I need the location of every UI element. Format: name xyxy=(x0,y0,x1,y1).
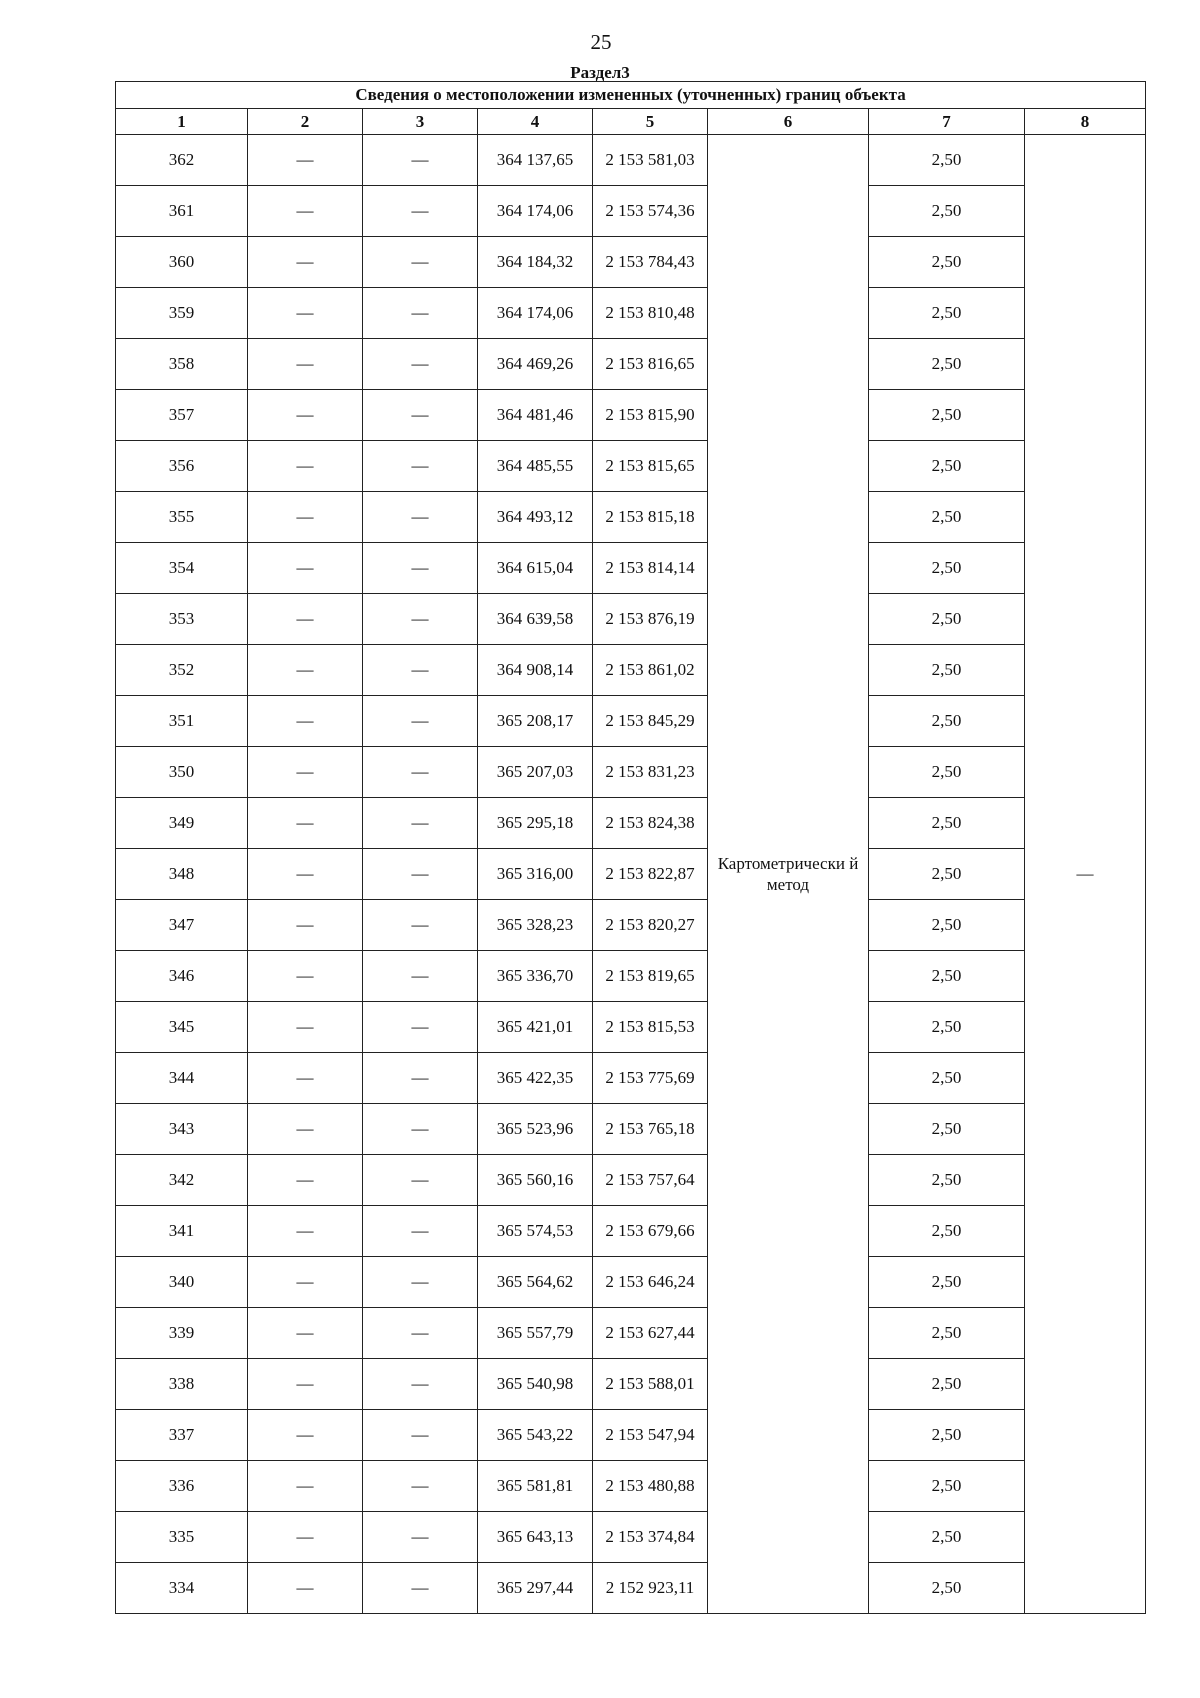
point-number-cell: 362 xyxy=(116,135,248,186)
column2-cell: — xyxy=(248,900,363,951)
column-number-header: 6 xyxy=(708,109,869,135)
x-coordinate-cell: 365 581,81 xyxy=(478,1461,593,1512)
section-title: Раздел3 xyxy=(570,63,630,82)
column2-cell: — xyxy=(248,747,363,798)
point-number-cell: 354 xyxy=(116,543,248,594)
table-row xyxy=(116,1410,1146,1461)
point-number-cell: 336 xyxy=(116,1461,248,1512)
column-number-row xyxy=(116,109,1146,135)
x-coordinate-cell: 365 560,16 xyxy=(478,1155,593,1206)
table-caption: Сведения о местоположении измененных (уточненных) границ объекта xyxy=(116,82,1146,109)
column2-cell: — xyxy=(248,1206,363,1257)
precision-cell: 2,50 xyxy=(869,390,1025,441)
column2-cell: — xyxy=(248,186,363,237)
column3-cell: — xyxy=(363,696,478,747)
point-number-cell: 356 xyxy=(116,441,248,492)
precision-cell: 2,50 xyxy=(869,288,1025,339)
x-coordinate-cell: 365 297,44 xyxy=(478,1563,593,1614)
column-number-header: 4 xyxy=(478,109,593,135)
table-row xyxy=(116,390,1146,441)
table-row xyxy=(116,1359,1146,1410)
table-row xyxy=(116,441,1146,492)
table-row xyxy=(116,696,1146,747)
column3-cell: — xyxy=(363,849,478,900)
x-coordinate-cell: 365 523,96 xyxy=(478,1104,593,1155)
column2-cell: — xyxy=(248,288,363,339)
precision-cell: 2,50 xyxy=(869,1410,1025,1461)
x-coordinate-cell: 364 174,06 xyxy=(478,288,593,339)
column3-cell: — xyxy=(363,492,478,543)
x-coordinate-cell: 365 328,23 xyxy=(478,900,593,951)
precision-cell: 2,50 xyxy=(869,1308,1025,1359)
y-coordinate-cell: 2 153 627,44 xyxy=(593,1308,708,1359)
precision-cell: 2,50 xyxy=(869,543,1025,594)
column2-cell: — xyxy=(248,1155,363,1206)
x-coordinate-cell: 364 174,06 xyxy=(478,186,593,237)
table-row xyxy=(116,1308,1146,1359)
y-coordinate-cell: 2 153 574,36 xyxy=(593,186,708,237)
table-row xyxy=(116,1104,1146,1155)
table-row xyxy=(116,798,1146,849)
y-coordinate-cell: 2 153 374,84 xyxy=(593,1512,708,1563)
column-number-header: 2 xyxy=(248,109,363,135)
table-row xyxy=(116,1257,1146,1308)
point-number-cell: 339 xyxy=(116,1308,248,1359)
x-coordinate-cell: 365 557,79 xyxy=(478,1308,593,1359)
table-body xyxy=(116,135,1146,1614)
point-number-cell: 338 xyxy=(116,1359,248,1410)
column3-cell: — xyxy=(363,1410,478,1461)
column2-cell: — xyxy=(248,594,363,645)
x-coordinate-cell: 365 543,22 xyxy=(478,1410,593,1461)
column2-cell: — xyxy=(248,696,363,747)
y-coordinate-cell: 2 153 816,65 xyxy=(593,339,708,390)
point-number-cell: 355 xyxy=(116,492,248,543)
table-row xyxy=(116,237,1146,288)
column2-cell: — xyxy=(248,645,363,696)
column3-cell: — xyxy=(363,288,478,339)
x-coordinate-cell: 364 485,55 xyxy=(478,441,593,492)
x-coordinate-cell: 365 316,00 xyxy=(478,849,593,900)
page-number: 25 xyxy=(590,30,612,54)
column3-cell: — xyxy=(363,390,478,441)
y-coordinate-cell: 2 153 581,03 xyxy=(593,135,708,186)
column3-cell: — xyxy=(363,135,478,186)
table-row xyxy=(116,1206,1146,1257)
column3-cell: — xyxy=(363,900,478,951)
column3-cell: — xyxy=(363,1359,478,1410)
table-row xyxy=(116,492,1146,543)
point-number-cell: 342 xyxy=(116,1155,248,1206)
column3-cell: — xyxy=(363,1002,478,1053)
table-row xyxy=(116,543,1146,594)
x-coordinate-cell: 365 540,98 xyxy=(478,1359,593,1410)
point-number-cell: 337 xyxy=(116,1410,248,1461)
column3-cell: — xyxy=(363,1563,478,1614)
column2-cell: — xyxy=(248,798,363,849)
table-row xyxy=(116,288,1146,339)
column2-cell: — xyxy=(248,492,363,543)
column3-cell: — xyxy=(363,798,478,849)
precision-cell: 2,50 xyxy=(869,339,1025,390)
column2-cell: — xyxy=(248,1257,363,1308)
precision-cell: 2,50 xyxy=(869,1053,1025,1104)
precision-cell: 2,50 xyxy=(869,951,1025,1002)
x-coordinate-cell: 364 137,65 xyxy=(478,135,593,186)
precision-cell: 2,50 xyxy=(869,1563,1025,1614)
y-coordinate-cell: 2 153 845,29 xyxy=(593,696,708,747)
column-number-header: 1 xyxy=(116,109,248,135)
column3-cell: — xyxy=(363,645,478,696)
table-row xyxy=(116,951,1146,1002)
table-row xyxy=(116,900,1146,951)
table-row xyxy=(116,339,1146,390)
precision-cell: 2,50 xyxy=(869,237,1025,288)
column2-cell: — xyxy=(248,1563,363,1614)
y-coordinate-cell: 2 153 815,90 xyxy=(593,390,708,441)
precision-cell: 2,50 xyxy=(869,1104,1025,1155)
point-number-cell: 335 xyxy=(116,1512,248,1563)
column-number-header: 7 xyxy=(869,109,1025,135)
table-row xyxy=(116,594,1146,645)
y-coordinate-cell: 2 153 815,53 xyxy=(593,1002,708,1053)
x-coordinate-cell: 365 564,62 xyxy=(478,1257,593,1308)
precision-cell: 2,50 xyxy=(869,747,1025,798)
x-coordinate-cell: 365 336,70 xyxy=(478,951,593,1002)
column2-cell: — xyxy=(248,1104,363,1155)
column3-cell: — xyxy=(363,1155,478,1206)
point-number-cell: 345 xyxy=(116,1002,248,1053)
column2-cell: — xyxy=(248,1359,363,1410)
column2-cell: — xyxy=(248,849,363,900)
y-coordinate-cell: 2 153 876,19 xyxy=(593,594,708,645)
precision-cell: 2,50 xyxy=(869,1002,1025,1053)
column3-cell: — xyxy=(363,747,478,798)
table-row xyxy=(116,1461,1146,1512)
y-coordinate-cell: 2 153 819,65 xyxy=(593,951,708,1002)
precision-cell: 2,50 xyxy=(869,1359,1025,1410)
x-coordinate-cell: 364 469,26 xyxy=(478,339,593,390)
column2-cell: — xyxy=(248,339,363,390)
x-coordinate-cell: 364 639,58 xyxy=(478,594,593,645)
column3-cell: — xyxy=(363,186,478,237)
point-number-cell: 359 xyxy=(116,288,248,339)
y-coordinate-cell: 2 153 824,38 xyxy=(593,798,708,849)
point-number-cell: 341 xyxy=(116,1206,248,1257)
point-number-cell: 360 xyxy=(116,237,248,288)
y-coordinate-cell: 2 153 775,69 xyxy=(593,1053,708,1104)
table-row xyxy=(116,1155,1146,1206)
table-row xyxy=(116,1512,1146,1563)
column2-cell: — xyxy=(248,135,363,186)
column8-cell: — xyxy=(1025,135,1146,1614)
column2-cell: — xyxy=(248,1410,363,1461)
point-number-cell: 352 xyxy=(116,645,248,696)
precision-cell: 2,50 xyxy=(869,645,1025,696)
point-number-cell: 348 xyxy=(116,849,248,900)
column-number-header: 5 xyxy=(593,109,708,135)
x-coordinate-cell: 365 207,03 xyxy=(478,747,593,798)
point-number-cell: 344 xyxy=(116,1053,248,1104)
y-coordinate-cell: 2 153 822,87 xyxy=(593,849,708,900)
method-cell: Картометрически й метод xyxy=(708,135,869,1614)
y-coordinate-cell: 2 153 831,23 xyxy=(593,747,708,798)
column3-cell: — xyxy=(363,237,478,288)
table-row xyxy=(116,849,1146,900)
table-row xyxy=(116,135,1146,186)
y-coordinate-cell: 2 153 757,64 xyxy=(593,1155,708,1206)
y-coordinate-cell: 2 153 810,48 xyxy=(593,288,708,339)
precision-cell: 2,50 xyxy=(869,135,1025,186)
x-coordinate-cell: 365 421,01 xyxy=(478,1002,593,1053)
table-row xyxy=(116,1002,1146,1053)
precision-cell: 2,50 xyxy=(869,798,1025,849)
column2-cell: — xyxy=(248,1512,363,1563)
point-number-cell: 361 xyxy=(116,186,248,237)
precision-cell: 2,50 xyxy=(869,1512,1025,1563)
precision-cell: 2,50 xyxy=(869,1461,1025,1512)
table-row xyxy=(116,747,1146,798)
table-row xyxy=(116,186,1146,237)
y-coordinate-cell: 2 152 923,11 xyxy=(593,1563,708,1614)
y-coordinate-cell: 2 153 588,01 xyxy=(593,1359,708,1410)
column2-cell: — xyxy=(248,1053,363,1104)
x-coordinate-cell: 364 908,14 xyxy=(478,645,593,696)
y-coordinate-cell: 2 153 815,65 xyxy=(593,441,708,492)
table-row xyxy=(116,1053,1146,1104)
y-coordinate-cell: 2 153 765,18 xyxy=(593,1104,708,1155)
column3-cell: — xyxy=(363,1512,478,1563)
column2-cell: — xyxy=(248,1002,363,1053)
column3-cell: — xyxy=(363,1104,478,1155)
x-coordinate-cell: 365 422,35 xyxy=(478,1053,593,1104)
point-number-cell: 347 xyxy=(116,900,248,951)
boundary-coordinates-table xyxy=(115,81,1146,1614)
column3-cell: — xyxy=(363,594,478,645)
precision-cell: 2,50 xyxy=(869,441,1025,492)
y-coordinate-cell: 2 153 861,02 xyxy=(593,645,708,696)
y-coordinate-cell: 2 153 547,94 xyxy=(593,1410,708,1461)
point-number-cell: 350 xyxy=(116,747,248,798)
y-coordinate-cell: 2 153 815,18 xyxy=(593,492,708,543)
table-row xyxy=(116,1563,1146,1614)
precision-cell: 2,50 xyxy=(869,492,1025,543)
point-number-cell: 340 xyxy=(116,1257,248,1308)
y-coordinate-cell: 2 153 820,27 xyxy=(593,900,708,951)
column2-cell: — xyxy=(248,1308,363,1359)
x-coordinate-cell: 365 295,18 xyxy=(478,798,593,849)
y-coordinate-cell: 2 153 480,88 xyxy=(593,1461,708,1512)
precision-cell: 2,50 xyxy=(869,186,1025,237)
column3-cell: — xyxy=(363,441,478,492)
column3-cell: — xyxy=(363,543,478,594)
table-row xyxy=(116,645,1146,696)
precision-cell: 2,50 xyxy=(869,594,1025,645)
precision-cell: 2,50 xyxy=(869,900,1025,951)
column3-cell: — xyxy=(363,951,478,1002)
column2-cell: — xyxy=(248,237,363,288)
x-coordinate-cell: 365 208,17 xyxy=(478,696,593,747)
x-coordinate-cell: 364 481,46 xyxy=(478,390,593,441)
point-number-cell: 351 xyxy=(116,696,248,747)
precision-cell: 2,50 xyxy=(869,1206,1025,1257)
point-number-cell: 358 xyxy=(116,339,248,390)
point-number-cell: 353 xyxy=(116,594,248,645)
y-coordinate-cell: 2 153 784,43 xyxy=(593,237,708,288)
point-number-cell: 346 xyxy=(116,951,248,1002)
y-coordinate-cell: 2 153 646,24 xyxy=(593,1257,708,1308)
precision-cell: 2,50 xyxy=(869,696,1025,747)
point-number-cell: 349 xyxy=(116,798,248,849)
precision-cell: 2,50 xyxy=(869,849,1025,900)
column2-cell: — xyxy=(248,951,363,1002)
x-coordinate-cell: 364 184,32 xyxy=(478,237,593,288)
column-number-header: 3 xyxy=(363,109,478,135)
x-coordinate-cell: 365 574,53 xyxy=(478,1206,593,1257)
column2-cell: — xyxy=(248,1461,363,1512)
point-number-cell: 343 xyxy=(116,1104,248,1155)
column3-cell: — xyxy=(363,1053,478,1104)
column3-cell: — xyxy=(363,1257,478,1308)
column3-cell: — xyxy=(363,1206,478,1257)
y-coordinate-cell: 2 153 679,66 xyxy=(593,1206,708,1257)
y-coordinate-cell: 2 153 814,14 xyxy=(593,543,708,594)
point-number-cell: 334 xyxy=(116,1563,248,1614)
x-coordinate-cell: 364 615,04 xyxy=(478,543,593,594)
x-coordinate-cell: 364 493,12 xyxy=(478,492,593,543)
precision-cell: 2,50 xyxy=(869,1155,1025,1206)
column2-cell: — xyxy=(248,390,363,441)
x-coordinate-cell: 365 643,13 xyxy=(478,1512,593,1563)
column-number-header: 8 xyxy=(1025,109,1146,135)
column2-cell: — xyxy=(248,441,363,492)
column3-cell: — xyxy=(363,339,478,390)
column3-cell: — xyxy=(363,1308,478,1359)
column2-cell: — xyxy=(248,543,363,594)
precision-cell: 2,50 xyxy=(869,1257,1025,1308)
point-number-cell: 357 xyxy=(116,390,248,441)
column3-cell: — xyxy=(363,1461,478,1512)
